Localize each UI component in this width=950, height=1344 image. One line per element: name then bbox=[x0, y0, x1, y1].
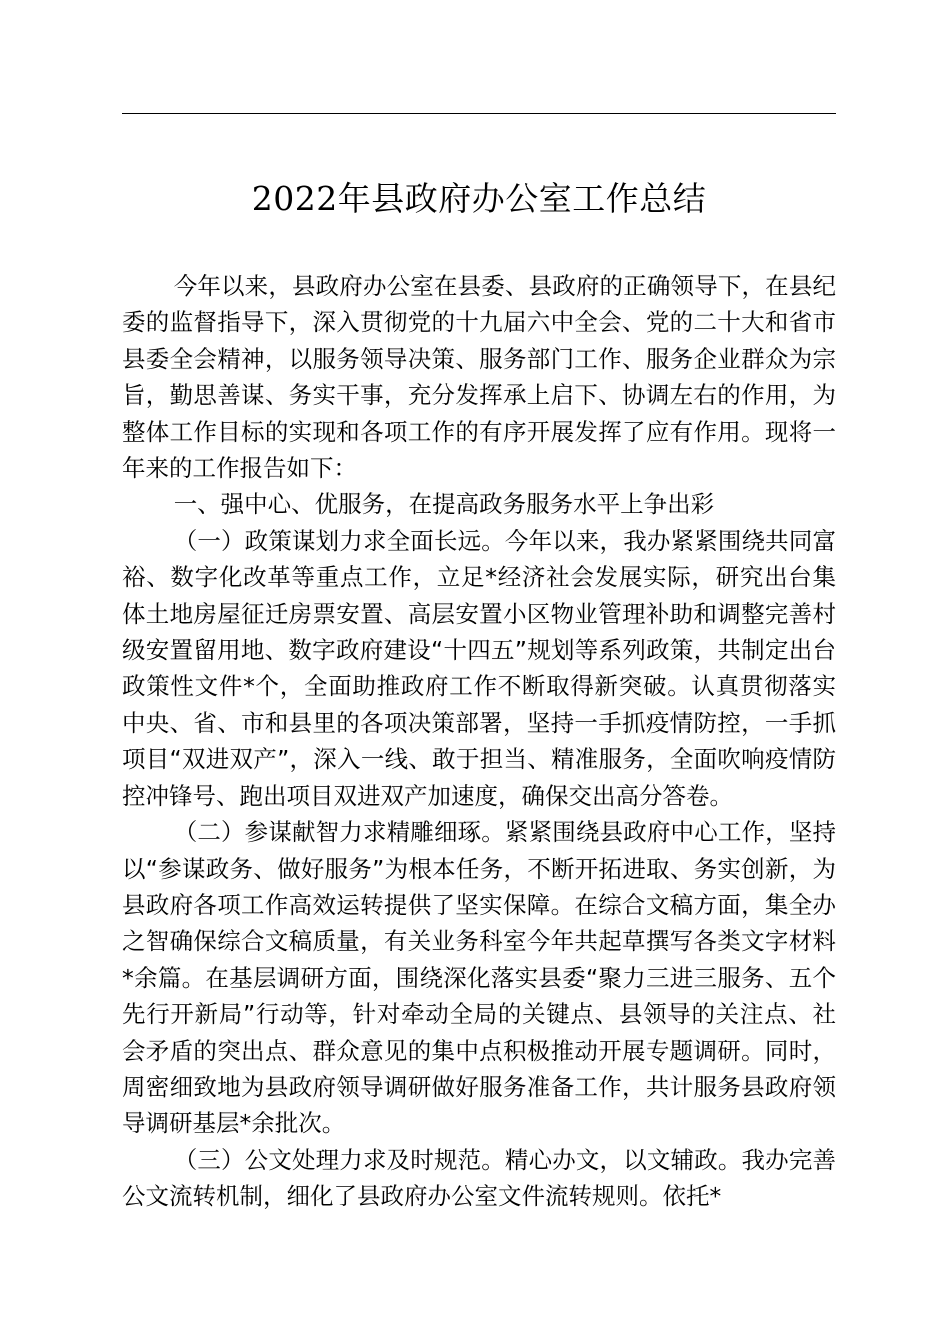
paragraph-document-processing: （三）公文处理力求及时规范。精心办文，以文辅政。我办完善公文流转机制，细化了县政府办公室文件流转规则。依托* bbox=[122, 1145, 836, 1211]
header-rule bbox=[122, 113, 836, 114]
document-body bbox=[122, 268, 836, 1215]
paragraph-intro: 今年以来，县政府办公室在县委、县政府的正确领导下，在县纪委的监督指导下，深入贯彻党的十九届六中全会、党的二十大和省市县委全会精神，以服务领导决策、服务部门工作、服务企业群众为宗旨，勤思善谋、务实干事，充分发挥承上启下、协调左右的作用，为整体工作目标的实现和各项工作的有序开展发挥了应有作用。现将一年来的工作报告如下： bbox=[122, 272, 836, 483]
document-title: 2022年县政府办公室工作总结 bbox=[251, 179, 707, 218]
paragraph-policy-planning: （一）政策谋划力求全面长远。今年以来，我办紧紧围绕共同富裕、数字化改革等重点工作，立足*经济社会发展实际，研究出台集体土地房屋征迁房票安置、高层安置小区物业管理补助和调整完善村级安置留用地、数字政府建设“十四五”规划等系列政策，共制定出台政策性文件*个，全面助推政府工作不断取得新突破。认真贯彻落实中央、省、市和县里的各项决策部署，坚持一手抓疫情防控，一手抓项目“双进双产”，深入一线、敢于担当、精准服务，全面吹响疫情防控冲锋号、跑出项目双进双产加速度，确保交出高分答卷。 bbox=[122, 526, 836, 810]
paragraph-advisory: （二）参谋献智力求精雕细琢。紧紧围绕县政府中心工作，坚持以“参谋政务、做好服务”为根本任务，不断开拓进取、务实创新，为县政府各项工作高效运转提供了坚实保障。在综合文稿方面，集全办之智确保综合文稿质量，有关业务科室今年共起草撰写各类文字材料*余篇。在基层调研方面，围绕深化落实县委“聚力三进三服务、五个先行开新局”行动等，针对牵动全局的关键点、县领导的关注点、社会矛盾的突出点、群众意见的集中点积极推动开展专题调研。同时，周密细致地为县政府领导调研做好服务准备工作，共计服务县政府领导调研基层*余批次。 bbox=[122, 818, 836, 1138]
section-heading-1: 一、强中心、优服务，在提高政务服务水平上争出彩 bbox=[173, 490, 715, 519]
